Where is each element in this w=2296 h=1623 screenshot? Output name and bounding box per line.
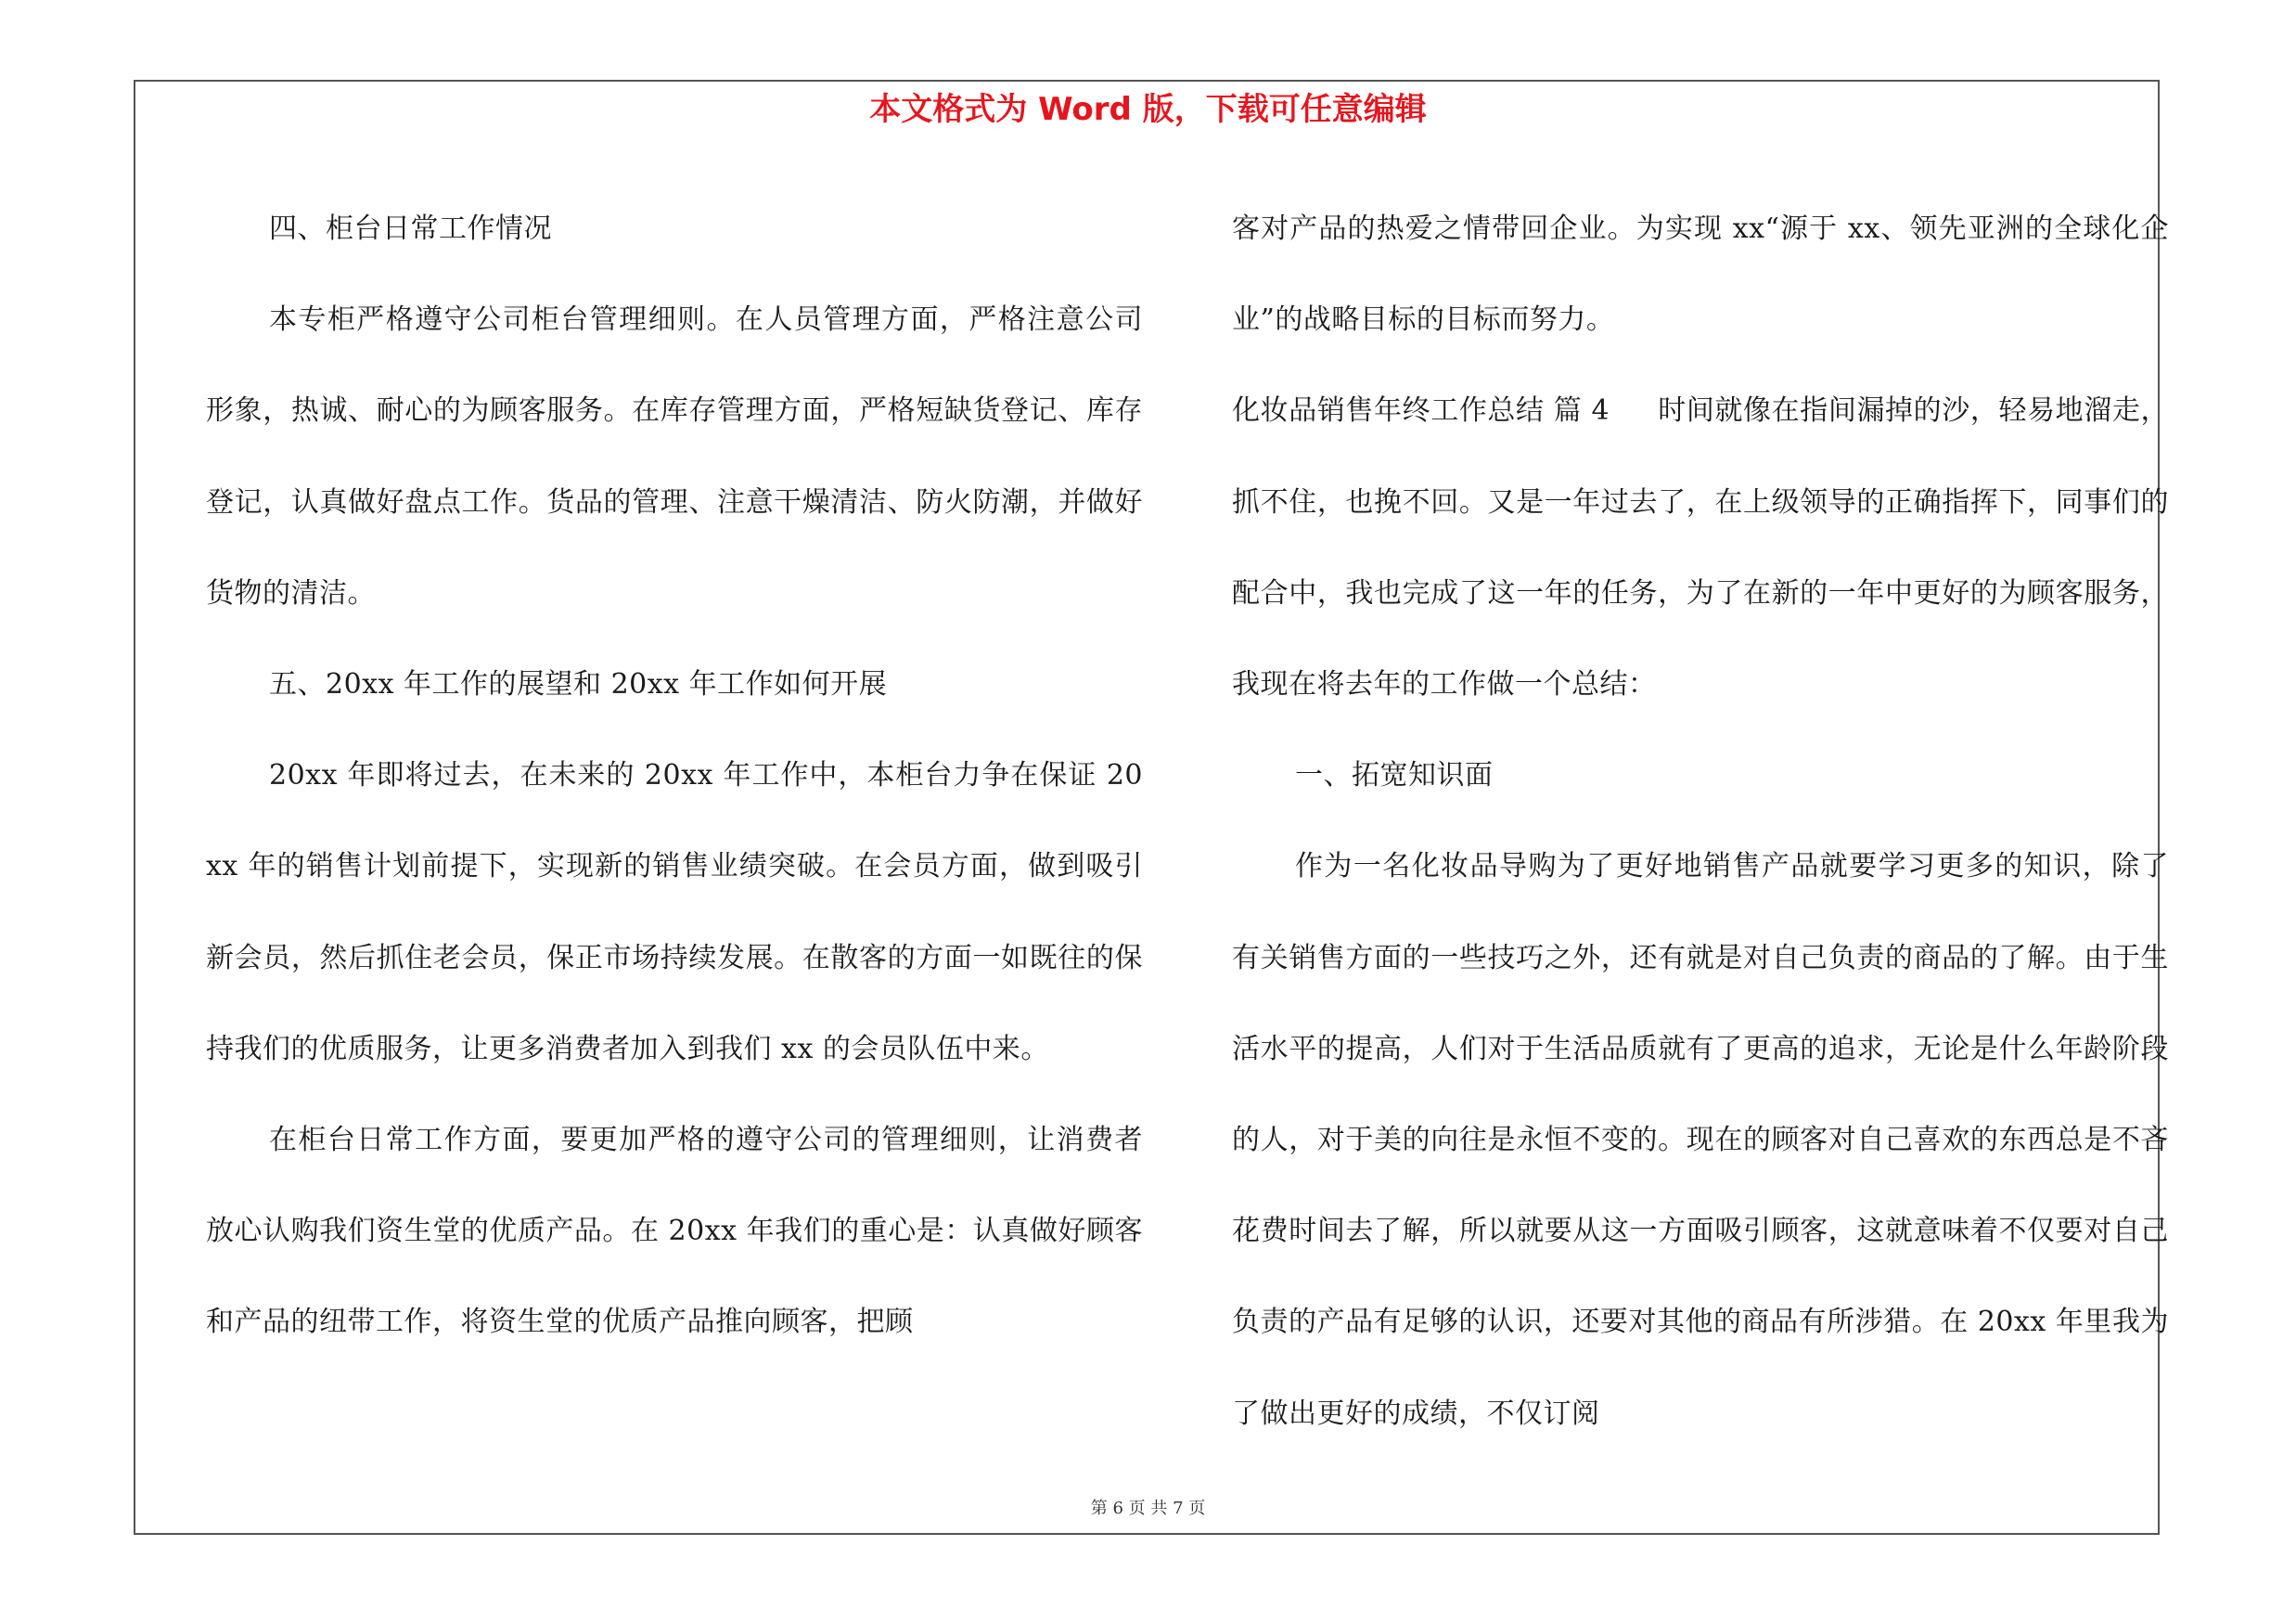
- continuation-paragraph: 客对产品的热爱之情带回企业。为实现 xx“源于 xx、领先亚洲的全球化企业”的战略目标的目标而努力。: [1232, 213, 2169, 337]
- article-4-paragraph: [1232, 366, 2169, 730]
- counter-focus-paragraph: 在柜台日常工作方面，要更加严格的遵守公司的管理细则，让消费者放心认购我们资生堂的优质产品。在 20xx 年我们的重心是：认真做好顾客和产品的纽带工作，将资生堂的优质产品推向顾客，把顾: [206, 1124, 1143, 1339]
- format-banner: 本文格式为 Word 版，下载可任意编辑: [869, 91, 1427, 128]
- article-4-intro: 时间就像在指间漏掉的沙，轻易地溜走，抓不住，也挽不回。又是一年过去了，在上级领导的正确指挥下，同事们的配合中，我也完成了这一年的任务，为了在新的一年中更好的为顾客服务，我现在将去年的工作做一个总结：: [1232, 394, 2169, 702]
- section-heading-4: 四、柜台日常工作情况: [269, 213, 552, 245]
- left-column: [206, 184, 1143, 1369]
- article-4-title: 化妆品销售年终工作总结 篇 4: [1232, 394, 1610, 428]
- page-number-footer: 第 6 页 共 7 页: [1090, 1499, 1206, 1518]
- right-column: [1232, 184, 2169, 1460]
- counter-daily-work-paragraph: 本专柜严格遵守公司柜台管理细则。在人员管理方面，严格注意公司形象，热诚、耐心的为顾客服务。在库存管理方面，严格短缺货登记、库存登记，认真做好盘点工作。货品的管理、注意干燥清洁、防火防潮，并做好货物的清洁。: [206, 303, 1143, 610]
- knowledge-paragraph: 作为一名化妆品导购为了更好地销售产品就要学习更多的知识，除了有关销售方面的一些技巧之外，还有就是对自己负责的商品的了解。由于生活水平的提高，人们对于生活品质就有了更高的追求，无论是什么年龄阶段的人，对于美的向往是永恒不变的。现在的顾客对自己喜欢的东西总是不吝花费时间去了解，所以就要从这一方面吸引顾客，这就意味着不仅要对自己负责的产品有足够的认识，还要对其他的商品有所涉猎。在 20xx 年里我为了做出更好的成绩，不仅订阅: [1232, 850, 2169, 1430]
- section-heading-5: 五、20xx 年工作的展望和 20xx 年工作如何开展: [269, 668, 888, 702]
- knowledge-heading: 一、拓宽知识面: [1295, 759, 1494, 792]
- outlook-paragraph: 20xx 年即将过去，在未来的 20xx 年工作中，本柜台力争在保证 20xx 年的销售计划前提下，实现新的销售业绩突破。在会员方面，做到吸引新会员，然后抓住老会员，保正市场持续发展。在散客的方面一如既往的保持我们的优质服务，让更多消费者加入到我们 xx 的会员队伍中来。: [206, 759, 1143, 1065]
